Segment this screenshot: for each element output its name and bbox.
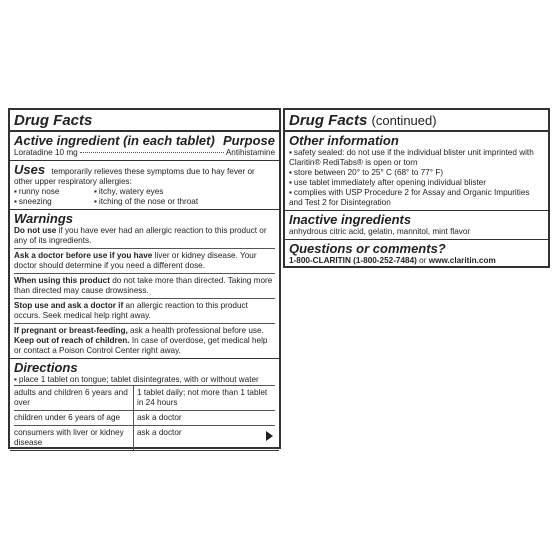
when-using-text: do not take more than directed. Taking more than directed may cause drowsiness. bbox=[14, 276, 273, 295]
directions-intro: ▪ place 1 tablet on tongue; tablet disintegrates, with or without water bbox=[14, 375, 275, 385]
inactive-ingredients-section bbox=[285, 211, 548, 240]
other-info-item: ▪ store between 20° to 25° C (68° to 77° F) bbox=[289, 168, 544, 178]
purpose-heading: Purpose bbox=[222, 133, 275, 148]
pregnant-label: If pregnant or breast-feeding, bbox=[14, 326, 128, 335]
keep-out-text: In case of overdose, get medical help or contact a Poison Control Center right away. bbox=[14, 336, 268, 355]
dosage-who: adults and children 6 years and over bbox=[14, 386, 134, 411]
stop-use-label: Stop use and ask a doctor if bbox=[14, 301, 124, 310]
website-link[interactable]: www.claritin.com bbox=[428, 256, 496, 265]
uses-intro: temporarily relieves these symptoms due to hay fever or other upper respiratory allergies: bbox=[14, 167, 255, 186]
questions-heading: Questions or comments? bbox=[289, 241, 446, 256]
other-info-item: ▪ complies with USP Procedure 2 for Assay and Organic Impurities and Test 2 for Disintegration bbox=[289, 188, 544, 208]
panel-title: Drug Facts bbox=[10, 110, 279, 132]
dosage-table bbox=[14, 385, 275, 450]
pregnant-text: ask a health professional before use. bbox=[127, 326, 264, 335]
drug-facts-continued-panel bbox=[283, 108, 550, 268]
uses-item: ▪ itching of the nose or throat bbox=[94, 197, 275, 207]
do-not-use-label: Do not use bbox=[14, 226, 57, 235]
purpose-value: Antihistamine bbox=[225, 148, 275, 157]
directions-heading: Directions bbox=[14, 360, 78, 375]
other-information-heading: Other information bbox=[289, 133, 399, 148]
dosage-what: ask a doctor bbox=[134, 426, 276, 451]
uses-heading: Uses bbox=[14, 162, 46, 177]
directions-section bbox=[10, 359, 279, 451]
other-info-item: ▪ safety sealed: do not use if the individual blister unit imprinted with Claritin® RediTabs® is open or torn bbox=[289, 148, 544, 168]
or-text: or bbox=[416, 256, 429, 265]
uses-item: ▪ runny nose bbox=[14, 187, 94, 197]
warnings-section bbox=[10, 210, 279, 359]
stop-use-text: an allergic reaction to this product occurs. Seek medical help right away. bbox=[14, 301, 248, 320]
ask-doctor-text: liver or kidney disease. Your doctor should determine if you need a different dose. bbox=[14, 251, 257, 270]
other-information-section bbox=[285, 132, 548, 211]
keep-out-label: Keep out of reach of children. bbox=[14, 336, 130, 345]
active-ingredient-heading: Active ingredient (in each tablet) bbox=[14, 133, 215, 148]
uses-item: ▪ sneezing bbox=[14, 197, 94, 207]
warnings-heading: Warnings bbox=[14, 211, 73, 226]
other-info-item: ▪ use tablet immediately after opening individual blister bbox=[289, 178, 544, 188]
do-not-use-text: if you have ever had an allergic reaction to this product or any of its ingredients. bbox=[14, 226, 267, 245]
panel-title-continued bbox=[285, 110, 548, 132]
table-row bbox=[14, 426, 275, 451]
inactive-ingredients-text: anhydrous citric acid, gelatin, mannitol, mint flavor bbox=[289, 227, 471, 236]
inactive-ingredients-heading: Inactive ingredients bbox=[289, 212, 412, 227]
table-row bbox=[14, 411, 275, 426]
dosage-what: 1 tablet daily; not more than 1 tablet in 24 hours bbox=[134, 386, 276, 411]
dosage-what: ask a doctor bbox=[134, 411, 276, 426]
uses-item: ▪ itchy, watery eyes bbox=[94, 187, 275, 197]
active-ingredient-section bbox=[10, 132, 279, 161]
uses-section bbox=[10, 161, 279, 210]
continued-label: (continued) bbox=[371, 113, 437, 128]
phone-number: 1-800-CLARITIN (1-800-252-7484) bbox=[289, 256, 417, 265]
table-row bbox=[14, 386, 275, 411]
ingredient-name: Loratadine 10 mg bbox=[14, 148, 78, 157]
panel-title: Drug Facts bbox=[289, 112, 368, 129]
drug-facts-panel bbox=[8, 108, 281, 449]
dosage-who: consumers with liver or kidney disease bbox=[14, 426, 134, 451]
continued-arrow-icon bbox=[266, 431, 273, 441]
leader-dots bbox=[80, 152, 224, 153]
questions-section bbox=[285, 240, 548, 268]
dosage-who: children under 6 years of age bbox=[14, 411, 134, 426]
when-using-label: When using this product bbox=[14, 276, 110, 285]
ask-doctor-label: Ask a doctor before use if you have bbox=[14, 251, 153, 260]
